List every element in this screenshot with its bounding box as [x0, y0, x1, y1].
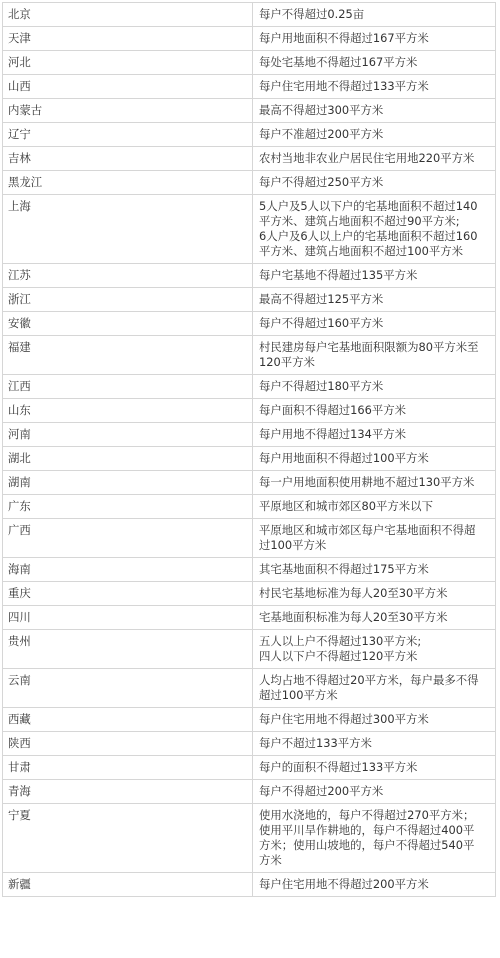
homestead-area-limits-table [2, 2, 496, 897]
limit-text-line: 四人以下户不得超过120平方米 [259, 649, 418, 663]
limit-text-line: 使用水浇地的，每户不得超过270平方米； [259, 808, 475, 822]
region-cell: 新疆 [3, 873, 253, 897]
limit-cell [253, 264, 496, 288]
limit-text-line: 超过100平方米 [259, 688, 338, 702]
limit-text-line: 平方米、建筑占地面积不超过90平方米; [259, 214, 460, 228]
limit-cell [253, 558, 496, 582]
table-row [3, 399, 496, 423]
limit-text-line: 每户不准超过200平方米 [259, 127, 384, 141]
limit-cell [253, 171, 496, 195]
limit-text-line: 每户不得超过180平方米 [259, 379, 384, 393]
region-cell: 陕西 [3, 732, 253, 756]
limit-text-line: 每一户用地面积使用耕地不超过130平方米 [259, 475, 475, 489]
limit-text-line: 人均占地不得超过20平方米，每户最多不得 [259, 673, 479, 687]
limit-cell [253, 471, 496, 495]
limit-cell [253, 447, 496, 471]
region-cell: 山西 [3, 75, 253, 99]
limit-text-line: 每户用地面积不得超过100平方米 [259, 451, 429, 465]
table-row [3, 27, 496, 51]
limit-text-line: 每户宅基地不得超过135平方米 [259, 268, 418, 282]
table-row [3, 708, 496, 732]
table-row [3, 471, 496, 495]
region-cell: 广西 [3, 519, 253, 558]
table-row [3, 780, 496, 804]
limit-text-line: 宅基地面积标准为每人20至30平方米 [259, 610, 448, 624]
table-row [3, 519, 496, 558]
limit-text-line: 平原地区和城市郊区每户宅基地面积不得超 [259, 523, 476, 537]
region-cell: 辽宁 [3, 123, 253, 147]
limit-text-line: 每户的面积不得超过133平方米 [259, 760, 418, 774]
limit-text-line: 村民建房每户宅基地面积限额为80平方米至 [259, 340, 479, 354]
region-cell: 安徽 [3, 312, 253, 336]
region-cell: 海南 [3, 558, 253, 582]
table-row [3, 582, 496, 606]
limit-text-line: 每户不超过133平方米 [259, 736, 372, 750]
limit-text-line: 120平方米 [259, 355, 315, 369]
limit-text-line: 每户用地不得超过134平方米 [259, 427, 407, 441]
region-cell: 广东 [3, 495, 253, 519]
table-row [3, 195, 496, 264]
table-row [3, 873, 496, 897]
region-cell: 青海 [3, 780, 253, 804]
table-row [3, 756, 496, 780]
region-cell: 天津 [3, 27, 253, 51]
region-cell: 吉林 [3, 147, 253, 171]
table-row [3, 558, 496, 582]
table-row [3, 630, 496, 669]
region-cell: 黑龙江 [3, 171, 253, 195]
table-row [3, 75, 496, 99]
limit-cell [253, 519, 496, 558]
limit-cell [253, 336, 496, 375]
table-row [3, 423, 496, 447]
limit-cell [253, 495, 496, 519]
limit-cell [253, 804, 496, 873]
limit-cell [253, 423, 496, 447]
limit-text-line: 方米；使用山坡地的，每户不得超过540平 [259, 838, 475, 852]
limit-cell [253, 312, 496, 336]
table-row [3, 447, 496, 471]
region-cell: 湖南 [3, 471, 253, 495]
region-cell: 云南 [3, 669, 253, 708]
table-row [3, 147, 496, 171]
limit-text-line: 每户不得超过160平方米 [259, 316, 384, 330]
limit-cell [253, 582, 496, 606]
limit-cell [253, 606, 496, 630]
limit-text-line: 每户住宅用地不得超过300平方米 [259, 712, 429, 726]
limit-cell [253, 780, 496, 804]
region-cell: 上海 [3, 195, 253, 264]
limit-text-line: 过100平方米 [259, 538, 327, 552]
table-row [3, 171, 496, 195]
limit-cell [253, 630, 496, 669]
table-row [3, 3, 496, 27]
table-row [3, 804, 496, 873]
limit-cell [253, 873, 496, 897]
region-cell: 江西 [3, 375, 253, 399]
limit-text-line: 农村当地非农业户居民住宅用地220平方米 [259, 151, 475, 165]
region-cell: 河南 [3, 423, 253, 447]
table-row [3, 288, 496, 312]
limit-text-line: 每户住宅用地不得超过200平方米 [259, 877, 429, 891]
limit-cell [253, 3, 496, 27]
limit-cell [253, 732, 496, 756]
region-cell: 四川 [3, 606, 253, 630]
region-cell: 山东 [3, 399, 253, 423]
table-row [3, 99, 496, 123]
limit-text-line: 每户不得超过200平方米 [259, 784, 384, 798]
limit-cell [253, 756, 496, 780]
limit-cell [253, 51, 496, 75]
limit-text-line: 5人户及5人以下户的宅基地面积不超过140 [259, 199, 478, 213]
table-row [3, 312, 496, 336]
limit-text-line: 每处宅基地不得超过167平方米 [259, 55, 418, 69]
limit-text-line: 每户不得超过0.25亩 [259, 7, 365, 21]
limit-text-line: 每户用地面积不得超过167平方米 [259, 31, 429, 45]
table-row [3, 606, 496, 630]
region-cell: 福建 [3, 336, 253, 375]
region-cell: 西藏 [3, 708, 253, 732]
table-row [3, 123, 496, 147]
limit-text-line: 五人以上户不得超过130平方米; [259, 634, 422, 648]
limit-cell [253, 399, 496, 423]
region-cell: 甘肃 [3, 756, 253, 780]
limit-text-line: 每户住宅用地不得超过133平方米 [259, 79, 429, 93]
table-row [3, 732, 496, 756]
region-cell: 重庆 [3, 582, 253, 606]
region-cell: 江苏 [3, 264, 253, 288]
limit-cell [253, 375, 496, 399]
region-cell: 湖北 [3, 447, 253, 471]
limit-cell [253, 99, 496, 123]
table-row [3, 336, 496, 375]
limit-text-line: 村民宅基地标准为每人20至30平方米 [259, 586, 448, 600]
region-cell: 北京 [3, 3, 253, 27]
region-cell: 内蒙古 [3, 99, 253, 123]
limit-cell [253, 288, 496, 312]
region-cell: 宁夏 [3, 804, 253, 873]
table-row [3, 375, 496, 399]
table-row [3, 495, 496, 519]
limit-text-line: 使用平川旱作耕地的，每户不得超过400平 [259, 823, 475, 837]
limit-cell [253, 195, 496, 264]
table-row [3, 669, 496, 708]
limit-text-line: 6人户及6人以上户的宅基地面积不超过160 [259, 229, 478, 243]
limit-text-line: 其宅基地面积不得超过175平方米 [259, 562, 429, 576]
limit-cell [253, 75, 496, 99]
limit-cell [253, 27, 496, 51]
limit-text-line: 方米 [259, 853, 282, 867]
region-cell: 河北 [3, 51, 253, 75]
table-row [3, 51, 496, 75]
table-body [3, 3, 496, 897]
limit-cell [253, 123, 496, 147]
limit-text-line: 平原地区和城市郊区80平方米以下 [259, 499, 433, 513]
limit-cell [253, 147, 496, 171]
region-cell: 贵州 [3, 630, 253, 669]
table-row [3, 264, 496, 288]
limit-text-line: 最高不得超过125平方米 [259, 292, 384, 306]
limit-text-line: 每户不得超过250平方米 [259, 175, 384, 189]
region-cell: 浙江 [3, 288, 253, 312]
limit-text-line: 每户面积不得超过166平方米 [259, 403, 407, 417]
limit-text-line: 最高不得超过300平方米 [259, 103, 384, 117]
limit-cell [253, 669, 496, 708]
limit-cell [253, 708, 496, 732]
limit-text-line: 平方米、建筑占地面积不超过100平方米 [259, 244, 463, 258]
